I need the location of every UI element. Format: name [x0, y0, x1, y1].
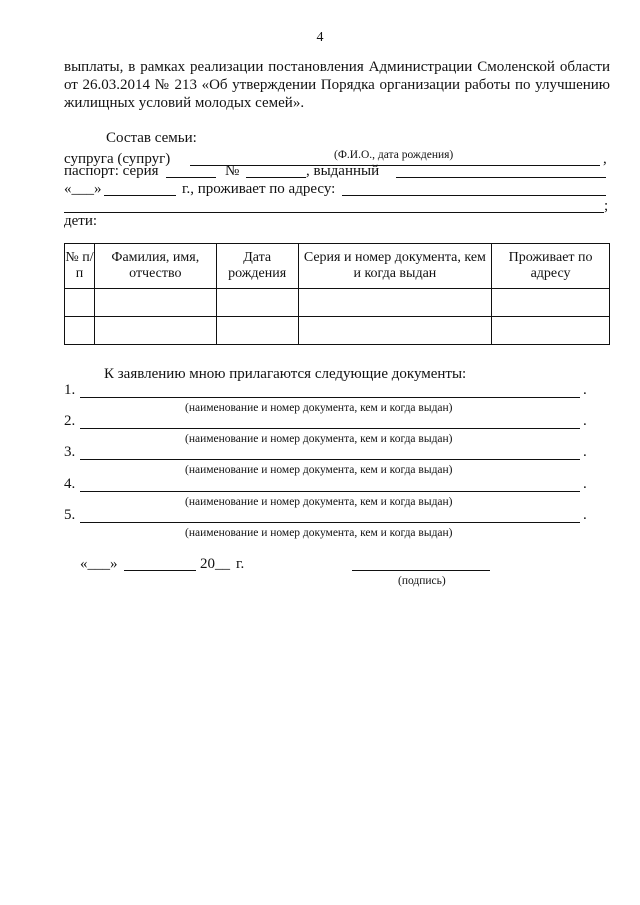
fio-hint: (Ф.И.О., дата рождения): [334, 149, 454, 161]
table-header-row: [65, 244, 610, 289]
date-open: «___»: [64, 181, 102, 197]
passport-series-field[interactable]: [166, 177, 216, 178]
footer-year: 20__: [200, 556, 230, 572]
attachment-hint: (наименование и номер документа, кем и когда выдан): [185, 527, 453, 539]
table-cell[interactable]: [94, 317, 216, 345]
table-cell[interactable]: [298, 317, 492, 345]
address-end: ;: [604, 198, 609, 214]
table-row: [65, 289, 610, 317]
children-label: дети:: [64, 213, 98, 229]
footer-date-open: «___»: [80, 556, 118, 572]
attachment-hint: (наименование и номер документа, кем и когда выдан): [185, 464, 453, 476]
col-birth-date: Дата рождения: [216, 244, 298, 289]
table-cell[interactable]: [216, 289, 298, 317]
attachments-heading: К заявлению мною прилагаются следующие документы:: [104, 366, 467, 382]
col-address: Проживает по адресу: [492, 244, 610, 289]
attachment-number: 3.: [64, 444, 76, 460]
family-heading: Состав семьи:: [106, 130, 197, 146]
footer-date-field[interactable]: [124, 570, 196, 571]
issued-label: , выданный: [306, 163, 380, 179]
address-field-2[interactable]: [64, 212, 604, 213]
attachment-number: 1.: [64, 382, 76, 398]
attachment-field-2[interactable]: [80, 428, 580, 429]
attachment-number: 2.: [64, 413, 76, 429]
attachment-end: .: [583, 476, 587, 492]
passport-series-label: паспорт: серия: [64, 163, 159, 179]
passport-number-label: №: [225, 163, 240, 179]
spouse-label: супруга (супруг): [64, 151, 171, 167]
table-cell[interactable]: [94, 289, 216, 317]
attachment-number: 4.: [64, 476, 76, 492]
col-fio: Фамилия, имя, отчество: [94, 244, 216, 289]
footer-year-suffix: г.: [236, 556, 245, 572]
attachment-field-4[interactable]: [80, 491, 580, 492]
table-cell[interactable]: [298, 289, 492, 317]
table-cell[interactable]: [65, 289, 95, 317]
address-field[interactable]: [342, 195, 606, 196]
col-document: Серия и номер документа, кем и когда выдан: [298, 244, 492, 289]
attachment-hint: (наименование и номер документа, кем и когда выдан): [185, 402, 453, 414]
spouse-end: ,: [603, 151, 607, 167]
attachment-end: .: [583, 382, 587, 398]
page-number: 4: [316, 30, 324, 45]
attachment-end: .: [583, 444, 587, 460]
address-label: г., проживает по адресу:: [182, 181, 336, 197]
attachment-end: .: [583, 413, 587, 429]
spouse-field[interactable]: [190, 165, 600, 166]
table-cell[interactable]: [492, 317, 610, 345]
attachment-hint: (наименование и номер документа, кем и когда выдан): [185, 496, 453, 508]
table-cell[interactable]: [65, 317, 95, 345]
issued-by-field[interactable]: [396, 177, 606, 178]
signature-field[interactable]: [352, 570, 490, 571]
signature-hint: (подпись): [398, 575, 446, 587]
table-cell[interactable]: [492, 289, 610, 317]
table-row: [65, 317, 610, 345]
intro-paragraph: выплаты, в рамках реализации постановления Администрации Смоленской области от 26.03.2014 № 213 «Об утверждении Порядка организации работы по улучшению жилищных условий молодых семей».: [64, 59, 610, 111]
table-cell[interactable]: [216, 317, 298, 345]
attachment-hint: (наименование и номер документа, кем и когда выдан): [185, 433, 453, 445]
attachment-number: 5.: [64, 507, 76, 523]
passport-number-field[interactable]: [246, 177, 306, 178]
col-number: № п/п: [65, 244, 95, 289]
attachment-field-5[interactable]: [80, 522, 580, 523]
attachment-end: .: [583, 507, 587, 523]
attachment-field-1[interactable]: [80, 397, 580, 398]
children-table: [64, 243, 610, 345]
attachment-field-3[interactable]: [80, 459, 580, 460]
issue-date-field[interactable]: [104, 195, 176, 196]
